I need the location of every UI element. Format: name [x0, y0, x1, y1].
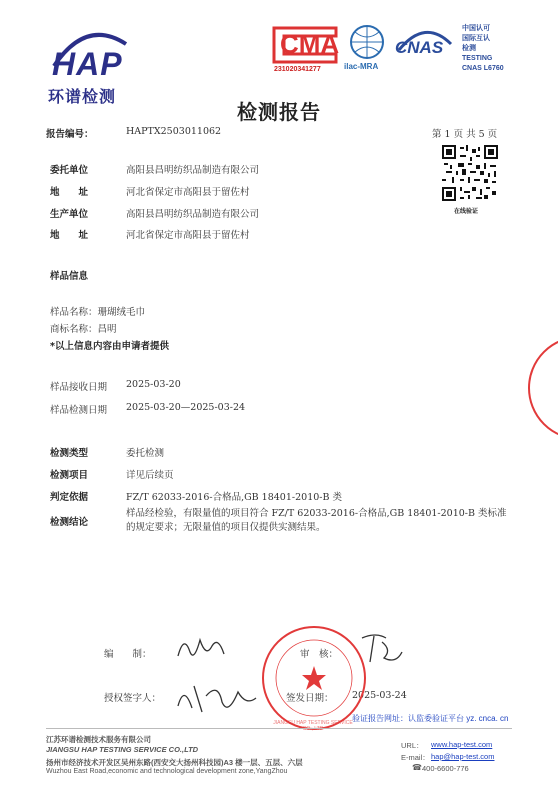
conclusion-label: 检测结论 [50, 517, 89, 528]
client-address-label: 地 址 [50, 187, 89, 198]
page-info: 第 1 页 共 5 页 [432, 129, 498, 140]
hap-logo-cn: 环谱检测 [48, 87, 117, 106]
seal-star-icon [264, 628, 364, 728]
cnas-line: 检测 [462, 45, 476, 52]
cma-logo-icon [264, 22, 346, 68]
report-number-label: 报告编号： [46, 129, 94, 140]
phone-icon: ☎ [412, 763, 422, 772]
sample-name: 样品名称：珊瑚绒毛巾 [50, 307, 146, 318]
producer-label: 生产单位 [50, 209, 89, 220]
footer-email-label: E-mail： [401, 753, 430, 762]
edge-seal [528, 336, 558, 440]
report-number: HAPTX2503011062 [126, 126, 222, 137]
reviewer-label: 审 核： [300, 649, 339, 660]
editor-signature [172, 628, 232, 668]
cnas-line: TESTING [462, 55, 493, 62]
sample-section-title: 样品信息 [50, 271, 89, 282]
basis-label: 判定依据 [50, 492, 89, 503]
footer-address-cn: 扬州市经济技术开发区吴州东路(西安交大扬州科技园)A3 楼一层、五层、六层 [46, 758, 303, 767]
footer-address-en: Wuzhou East Road,economic and technological development zone,YangZhou [46, 768, 288, 775]
editor-label: 编 制： [104, 649, 152, 660]
qr-code-icon [442, 145, 498, 201]
cma-code: 231020341277 [274, 66, 321, 73]
basis-value: FZ/T 62033-2016-合格品,GB 18401-2010-B 类 [126, 492, 342, 503]
approver-label: 授权签字人： [104, 693, 162, 704]
client-label: 委托单位 [50, 165, 89, 176]
producer-address-label: 地 址 [50, 230, 89, 241]
producer-value: 高阳县昌明纺织品制造有限公司 [126, 209, 260, 220]
sample-note: *以上信息内容由申请者提供 [50, 341, 169, 352]
hap-logo-text: HAP [52, 46, 123, 82]
client-value: 高阳县昌明纺织品制造有限公司 [126, 165, 260, 176]
test-type-label: 检测类型 [50, 448, 89, 459]
ilac-label: ilac-MRA [344, 62, 379, 71]
ilac-mark [342, 22, 392, 72]
cnas-text-block [462, 24, 532, 74]
seal-text: JIANGSU HAP TESTING SERVICE CO., LTD [273, 720, 353, 732]
receive-date-label: 样品接收日期 [50, 382, 108, 393]
footer-company-cn: 江苏环谱检测技术服务有限公司 [46, 735, 151, 744]
producer-address-value: 河北省保定市高阳县于留佐村 [126, 230, 250, 241]
receive-date-value: 2025-03-20 [126, 379, 181, 390]
cnas-mark [395, 24, 455, 72]
sample-brand: 商标名称：昌明 [50, 324, 117, 335]
svg-text:CMA: CMA [280, 29, 340, 59]
cma-mark [264, 22, 346, 82]
footer-company-en: JIANGSU HAP TESTING SERVICE CO.,LTD [46, 745, 199, 754]
verify-link[interactable]: 验证报告网址：认监委验证平台 yz. cnca. cn [352, 714, 509, 723]
test-type-value: 委托检测 [126, 448, 165, 459]
approver-signature [172, 676, 262, 720]
issue-date-value: 2025-03-24 [352, 690, 407, 701]
issue-date-label: 签发日期： [286, 693, 334, 704]
cnas-line: 国际互认 [462, 35, 490, 42]
footer-email[interactable]: hap@hap-test.com [431, 752, 495, 761]
test-items-label: 检测项目 [50, 470, 89, 481]
qr-caption: 在线验证 [454, 208, 479, 215]
test-items-value: 详见后续页 [126, 470, 174, 481]
client-address-value: 河北省保定市高阳县于留佐村 [126, 187, 250, 198]
footer-divider [46, 728, 512, 729]
footer-url-label: URL： [401, 741, 424, 750]
page-title: 检测报告 [237, 100, 321, 124]
conclusion-value: 样品经检验，有限量值的项目符合 FZ/T 62033-2016-合格品,GB 18401-2010-B 类标准的规定要求；无限量值的项目仅提供实测结果。 [126, 508, 507, 533]
footer-url[interactable]: www.hap-test.com [431, 740, 493, 749]
qr-code[interactable] [442, 145, 498, 201]
company-seal [262, 626, 366, 730]
test-date-value: 2025-03-20—2025-03-24 [126, 402, 246, 413]
cnas-line: CNAS L6760 [462, 65, 504, 72]
test-date-label: 样品检测日期 [50, 405, 108, 416]
cnas-line: 中国认可 [462, 25, 490, 32]
footer-phone: 400-6600-776 [422, 764, 469, 773]
cnas-label: CNAS [395, 38, 444, 57]
